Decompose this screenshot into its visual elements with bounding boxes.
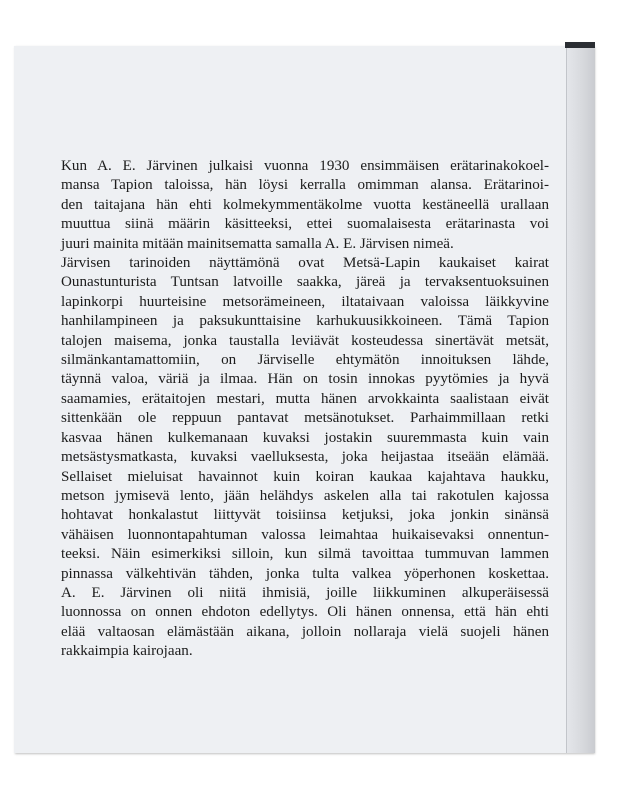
text-line: metsästysmatkasta, kuvaksi vaelluksesta, joka heijastaa itseään elämää.	[61, 449, 549, 466]
text-line: metson jymisevä lento, jään helähdys askelen alla tai rakotulen kajossa	[61, 487, 549, 504]
text-line: A. E. Järvinen oli niitä ihmisiä, joille liikkuminen alkuperäisessä	[61, 584, 549, 601]
text-line: Sellaiset mieluisat havainnot kuin koiran kaukaa kajahtava haukku,	[61, 468, 549, 485]
text-line: silmänkantamattomiin, on Järviselle ehtymätön innoituksen lähde,	[61, 352, 549, 369]
book-spine	[566, 46, 595, 753]
text-line: mansa Tapion taloissa, hän löysi kerralla omimman alansa. Erätarinoi-	[61, 177, 549, 194]
text-line: saamamies, erätaitojen mestari, mutta hänen arvokkainta saalistaan eivät	[61, 390, 549, 407]
text-line: den taitajana hän ehti kolmekymmentäkolme vuotta kestäneellä urallaan	[61, 196, 549, 213]
text-line: täynnä valoa, väriä ja ilmaa. Hän on tosin innokas pyytömies ja hyvä	[61, 371, 549, 388]
text-line: teeksi. Näin esimerkiksi silloin, kun silmä tavoittaa tummuvan lammen	[61, 546, 549, 563]
text-line: pinnassa välkehtivän tähden, jonka tulta valkea yöperhonen koskettaa.	[61, 565, 549, 582]
text-line: hohtavat honkalastut liittyvät toisiinsa ketjuksi, joka jonkin sinänsä	[61, 507, 549, 524]
text-line: luonnossa on onnen ehdoton edellytys. Oli hänen onnensa, että hän ehti	[61, 604, 549, 621]
text-line: juuri mainita mitään mainitsematta samalla A. E. Järvisen nimeä.	[61, 235, 454, 252]
text-line: rakkaimpia kairojaan.	[61, 643, 193, 660]
text-line: talojen maisema, jonka taustalla leviävät kosteudessa sinertävät metsät,	[61, 332, 549, 349]
text-line: kasvaa hänen kulkemanaan kuvaksi jostakin suuremmasta kuin vain	[61, 429, 549, 446]
text-line: Järvisen tarinoiden näyttämönä ovat Metsä-Lapin kaukaiset kairat	[61, 255, 549, 272]
blurb-text	[61, 157, 549, 662]
text-line: muuttua siinä määrin käsitteeksi, ettei suomalaisesta erätarinasta voi	[61, 216, 549, 233]
text-line: sittenkään ole reppuun pantavat metsänotukset. Parhaimmillaan retki	[61, 410, 549, 427]
text-line: Kun A. E. Järvinen julkaisi vuonna 1930 ensimmäisen erätarinakokoel-	[61, 158, 549, 174]
dust-jacket-edge	[565, 42, 595, 48]
text-line: lapinkorpi huurteisine metsorämeineen, iltataivaan valoissa läikkyvine	[61, 293, 549, 310]
text-line: vähäisen luonnontapahtuman valossa leimahtaa huikaisevaksi onnentun-	[61, 526, 549, 543]
text-line: hanhilampineen ja paksukunttaisine karhukuusikkoineen. Tämä Tapion	[61, 313, 549, 330]
text-line: elää valtaosan elämästään aikana, jolloin nollaraja vielä suojeli hänen	[61, 623, 549, 640]
text-line: Ounastunturista Tuntsan latvoille saakka, järeä ja tervaksentuoksuinen	[61, 274, 549, 291]
